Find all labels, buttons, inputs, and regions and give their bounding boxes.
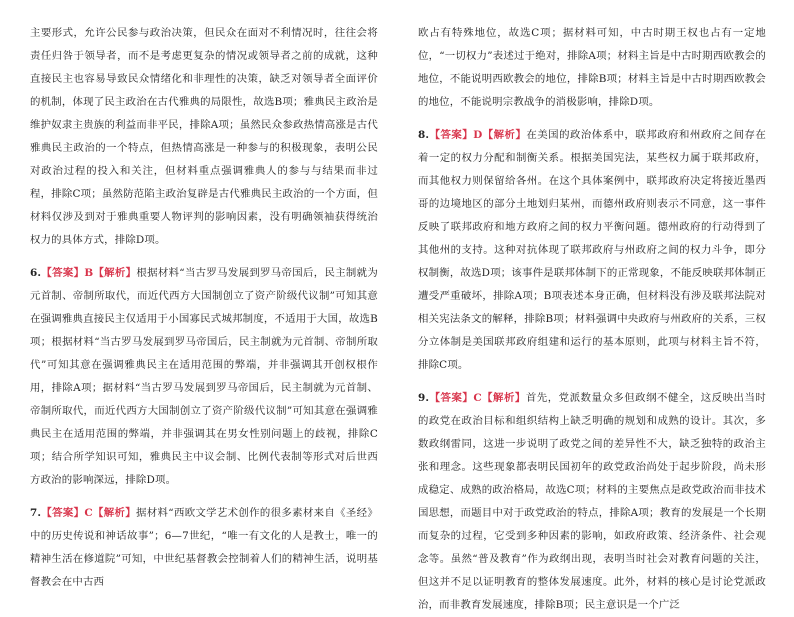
analysis-text: 据材料“西欧文学艺术创作的很多素材来自《圣经》中的历史传说和神话故事”；6—7世纪，“唯一有文化的人是教士，唯一的精神生活在修道院”可知，中世纪基督教会控制着人们的精神生活，说明基督教会在中古西 — [30, 507, 378, 588]
answer-analysis-label: 【答案】C【解析】 — [429, 392, 526, 404]
item-number: 9. — [418, 392, 430, 404]
answer-analysis-label: 【答案】C【解析】 — [41, 507, 137, 519]
answer-item-6 — [30, 262, 378, 492]
answer-item-7 — [30, 502, 378, 594]
item-number: 8. — [418, 129, 430, 141]
answer-analysis-label: 【答案】D【解析】 — [429, 129, 527, 141]
answer-item-9 — [418, 387, 766, 617]
item-number: 7. — [30, 507, 42, 519]
answer-analysis-label: 【答案】B【解析】 — [41, 267, 137, 279]
analysis-text: 在美国的政治体系中，联邦政府和州政府之间存在着一定的权力分配和制衡关系。根据美国宪法，某些权力属于联邦政府，而其他权力则保留给各州。在这个具体案例中，联邦政府决定将接近墨西哥的边境地区的部分土地划归某州，而德州政府则表示不同意，这一事件反映了联邦政府和地方政府之间的权力平衡问题。德州政府的行动得到了其他州的支持。这种对抗体现了联邦政府与州政府之间的权力斗争，即分权制衡，故选D项；该事件是联邦体制下的正常现象，不能反映联邦体制正遭受严重破坏，排除A项；B项表述本身正确，但材料没有涉及联邦法院对相关宪法条文的解释，排除B项；材料强调中央政府与州政府的关系，三权分立体制是美国联邦政府组建和运行的基本原则，此项与材料主旨不符，排除C项。 — [418, 129, 766, 371]
answer-item-8 — [418, 124, 766, 377]
item-number: 6. — [30, 267, 42, 279]
left-column — [30, 22, 378, 594]
analysis-text: 根据材料“当古罗马发展到罗马帝国后，民主制就为元首制、帝制所取代，而近代西方大国制创立了资产阶级代议制”可知其意在强调雅典直接民主仅适用于小国寡民式城邦制度，不适用于大国，故选B项；根据材料“当古罗马发展到罗马帝国后，民主制就为元首制、帝制所取代”可知其意在强调雅典民主在适用范围的弊端，并非强调其开创权根作用，排除A项；据材料“当古罗马发展到罗马帝国后，民主制就为元首制、帝制所取代，而近代西方大国制创立了资产阶级代议制”可知其意在强调雅典民主在适用范围的弊端，并非强调其在男女性别问题上的歧视，排除C项；结合所学知识可知，雅典民主中议会制、比例代表制等形式对后世西方政治的影响深远，排除D项。 — [30, 267, 378, 486]
continuation-paragraph: 欧占有特殊地位，故选C项；据材料可知，中古时期王权也占有一定地位，“一切权力”表述过于绝对，排除A项；材料主旨是中古时期西欧教会的地位，不能说明西欧教会的地位，排除B项；材料主旨是中古时期西欧教会的地位，不能说明宗教战争的消极影响，排除D项。 — [418, 27, 766, 108]
continuation-paragraph: 主要形式，允许公民参与政治决策，但民众在面对不利情况时，往往会将责任归咎于领导者，而不是考虑更复杂的情况或领导者之前的成就，这种直接民主也容易导致民众情绪化和非理性的决策，缺乏对领导者全面评价的机制，体现了民主政治在古代雅典的局限性，故选B项；雅典民主政治是维护奴隶主贵族的利益而非平民，排除A项；虽然民众参政热情高涨是古代雅典民主政治的一个特点，但热情高涨是一种参与的积极现象，表明公民对政治过程的投入和关注，但材料重点强调雅典人的参与与结果而非过程，排除C项；虽然防范陷主政治复辟是古代雅典民主政治的一个方面，但材料仅涉及到对于雅典重要人物评判的影响因素，没有明确领袖获得统治权力的具体方式，排除D项。 — [30, 27, 378, 246]
right-column — [418, 22, 766, 617]
analysis-text: 首先，党派数量众多但政纲不健全，这反映出当时的政党在政治目标和组织结构上缺乏明确的规划和成熟的设计。其次，多数政纲雷同，这进一步说明了政党之间的差异性不大，缺乏独特的政治主张和理念。这些现象都表明民国初年的政党政治尚处于起步阶段，尚未形成稳定、成熟的政治格局，故选C项；材料的主要焦点是政党政治而非技术国思想，而题目中对于政党政治的特点，排除A项；教育的发展是一个长期而复杂的过程，它受到多种因素的影响，如政府政策、经济条件、社会观念等。虽然“普及教育”作为政纲出现，表明当时社会对教育问题的关注，但这并不足以证明教育的整体发展速度。此外，材料的核心是讨论党派政治，而非教育发展速度，排除B项；民主意识是一个广泛 — [418, 392, 766, 611]
